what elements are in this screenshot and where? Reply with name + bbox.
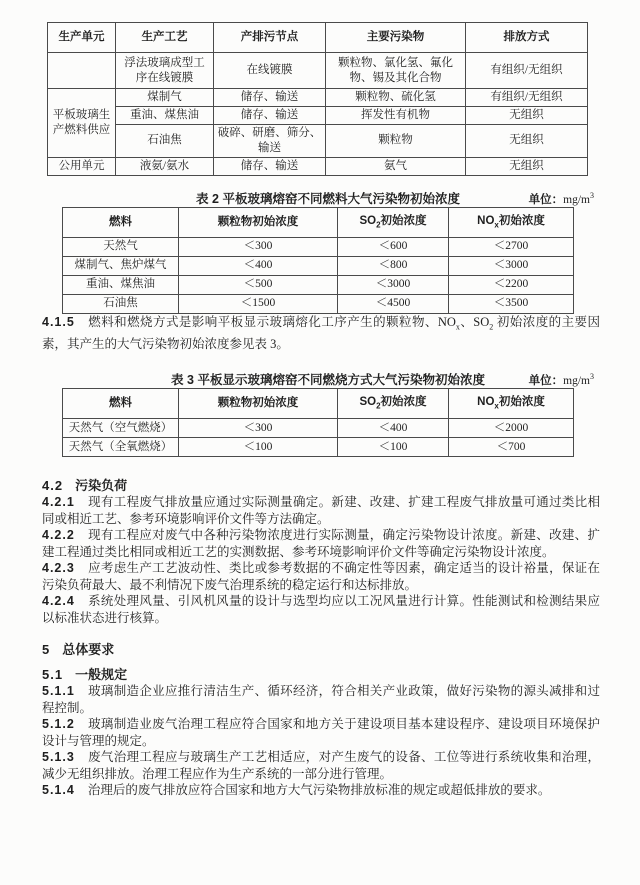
table2-unit [529,191,594,207]
cell-fuel: 天然气（全氧燃烧） [63,438,179,457]
col-main-pollutants: 主要污染物 [326,23,466,53]
cell-pollutants: 氨气 [326,157,466,175]
cell-so2: ＜100 [338,438,449,457]
heading-number: 5 [42,642,51,658]
clause-4-2-1 [42,494,600,527]
cell-so2: ＜4500 [338,294,449,313]
table-row [48,157,588,175]
col-so2: $SO_2$初始浓度 [338,207,449,237]
clause-text: 现有工程废气排放量应通过实际测量确定。新建、改建、扩建工程废气排放量可通过类比相同或相近工艺、参考环境影响评价文件等方法确定。 [42,495,600,526]
cell-unit: 平板玻璃生产燃料供应 [48,89,116,158]
col-emission-node: 产排污节点 [214,23,326,53]
heading-number: 4.2 [42,478,64,494]
col-pm: 颗粒物初始浓度 [179,207,338,237]
cell-so2: ＜600 [338,237,449,256]
cell-node: 在线镀膜 [214,53,326,89]
clause-number: 4.2.1 [42,495,75,510]
clause-4-2-4 [42,593,600,626]
unit-value: mg/m [563,375,590,388]
table-header-row [63,207,574,237]
clause-number: 4.2.3 [42,561,75,576]
cell-pollutants: 挥发性有机物 [326,106,466,124]
heading-5-1 [42,667,600,683]
clause-number: 5.1.1 [42,684,75,699]
cell-nox: ＜2200 [449,275,574,294]
table-row [63,275,574,294]
clause-number: 5.1.2 [42,717,75,732]
cell-process: 石油焦 [116,124,214,157]
table2-caption: 表 2 平板玻璃熔窑不同燃料大气污染物初始浓度 [196,191,460,206]
cell-so2: ＜3000 [338,275,449,294]
col-pm: 颗粒物初始浓度 [179,389,338,419]
cell-fuel: 天然气（空气燃烧） [63,419,179,438]
cell-unit: 公用单元 [48,157,116,175]
col-fuel: 燃料 [63,207,179,237]
cell-node: 储存、输送 [214,157,326,175]
table2-fuel-initial-concentration [62,207,574,314]
cell-unit [48,53,116,89]
table-row [63,237,574,256]
table-row [48,124,588,157]
cell-mode: 无组织 [466,124,588,157]
cell-process: 煤制气 [116,89,214,107]
col-process: 生产工艺 [116,23,214,53]
cell-pollutants: 颗粒物、氯化氢、氟化物、锡及其化合物 [326,53,466,89]
cell-process: 液氨/氨水 [116,157,214,175]
clause-text: 应考虑生产工艺波动性、类比或参考数据的不确定性等因素，确定适当的设计裕量，保证在污染负荷最大、最不利情况下废气治理系统的稳定运行和达标排放。 [42,561,600,592]
unit-label: 单位： [528,193,564,206]
cell-pollutants: 颗粒物 [326,124,466,157]
unit-exponent: 3 [590,190,594,200]
cell-pollutants: 颗粒物、硫化氢 [326,89,466,107]
table-row [48,89,588,107]
table-row [48,106,588,124]
table-header-row [63,389,574,419]
cell-node: 储存、输送 [214,106,326,124]
clause-5-1-1 [42,683,600,716]
cell-fuel: 天然气 [63,237,179,256]
cell-process: 重油、煤焦油 [116,106,214,124]
clause-text: 燃料和燃烧方式是影响平板显示玻璃熔化工序产生的颗粒物、$NO_x$、$SO_2$ 初始浓度的主要因素，其产生的大气污染物初始浓度参见表 3。 [42,314,600,351]
cell-nox: ＜2000 [449,419,574,438]
cell-nox: ＜3500 [449,294,574,313]
table-row [63,294,574,313]
table-row [48,53,588,89]
cell-mode: 有组织/无组织 [466,89,588,107]
clause-text: 玻璃制造企业应推行清洁生产、循环经济，符合相关产业政策，做好污染物的源头减排和过程控制。 [42,684,600,715]
clause-number: 4.2.4 [42,594,75,609]
unit-exponent: 3 [590,372,594,382]
clause-number: 4.1.5 [42,314,75,329]
heading-5 [42,642,600,658]
col-emission-mode: 排放方式 [466,23,588,53]
heading-number: 5.1 [42,667,64,683]
cell-pm: ＜100 [179,438,338,457]
clause-text: 系统处理风量、引风机风量的设计与选型均应以工况风量进行计算。性能测试和检测结果应以标准状态进行核算。 [42,594,600,625]
table-row [63,438,574,457]
cell-so2: ＜800 [338,256,449,275]
cell-mode: 有组织/无组织 [466,53,588,89]
cell-pm: ＜300 [179,419,338,438]
clause-5-1-4 [42,782,600,799]
cell-pm: ＜400 [179,256,338,275]
unit-value: mg/m [563,193,590,206]
cell-pm: ＜300 [179,237,338,256]
clause-5-1-3 [42,749,600,782]
cell-node: 破碎、研磨、筛分、输送 [214,124,326,157]
clause-text: 废气治理工程应与玻璃生产工艺相适应，对产生废气的设备、工位等进行系统收集和治理，减少无组织排放。治理工程应作为生产系统的一部分进行管理。 [42,750,600,781]
col-nox: $NO_x$初始浓度 [449,207,574,237]
cell-process: 浮法玻璃成型工序在线镀膜 [116,53,214,89]
clause-4-2-3 [42,560,600,593]
cell-nox: ＜3000 [449,256,574,275]
cell-pm: ＜500 [179,275,338,294]
clause-text: 治理后的废气排放应符合国家和地方大气污染物排放标准的规定或超低排放的要求。 [87,783,551,798]
clause-text: 现有工程应对废气中各种污染物浓度进行实际测量，确定污染物设计浓度。新建、改建、扩建工程通过类比相同或相近工艺的实测数据、参考环境影响评价文件等确定污染物设计浓度。 [42,528,600,559]
cell-nox: ＜700 [449,438,574,457]
clause-number: 5.1.4 [42,783,75,798]
cell-fuel: 重油、煤焦油 [63,275,179,294]
cell-mode: 无组织 [466,106,588,124]
clause-number: 4.2.2 [42,528,75,543]
table3-unit [529,372,594,388]
cell-node: 储存、输送 [214,89,326,107]
col-so2: $SO_2$初始浓度 [338,389,449,419]
pollution-source-table [47,22,588,176]
col-production-unit: 生产单元 [48,23,116,53]
heading-title: 一般规定 [75,667,128,683]
table3-caption-row [62,370,594,388]
cell-pm: ＜1500 [179,294,338,313]
col-fuel: 燃料 [63,389,179,419]
cell-fuel: 煤制气、焦炉煤气 [63,256,179,275]
cell-nox: ＜2700 [449,237,574,256]
table2-caption-row [62,189,594,207]
unit-label: 单位： [528,375,564,388]
clause-5-1-2 [42,716,600,749]
table-header-row [48,23,588,53]
heading-title: 污染负荷 [75,478,128,494]
heading-title: 总体要求 [62,642,115,658]
cell-mode: 无组织 [466,157,588,175]
cell-so2: ＜400 [338,419,449,438]
heading-4-2 [42,478,600,494]
col-nox: $NO_x$初始浓度 [449,389,574,419]
table3-caption: 表 3 平板显示玻璃熔窑不同燃烧方式大气污染物初始浓度 [171,373,485,388]
clause-text: 玻璃制造业废气治理工程应符合国家和地方关于建设项目基本建设程序、建设项目环境保护设计与管理的规定。 [42,717,600,748]
cell-fuel: 石油焦 [63,294,179,313]
table3-combustion-initial-concentration [62,388,574,457]
clause-4-1-5 [42,314,600,353]
table-row [63,256,574,275]
clause-number: 5.1.3 [42,750,75,765]
clause-4-2-2 [42,527,600,560]
table-row [63,419,574,438]
